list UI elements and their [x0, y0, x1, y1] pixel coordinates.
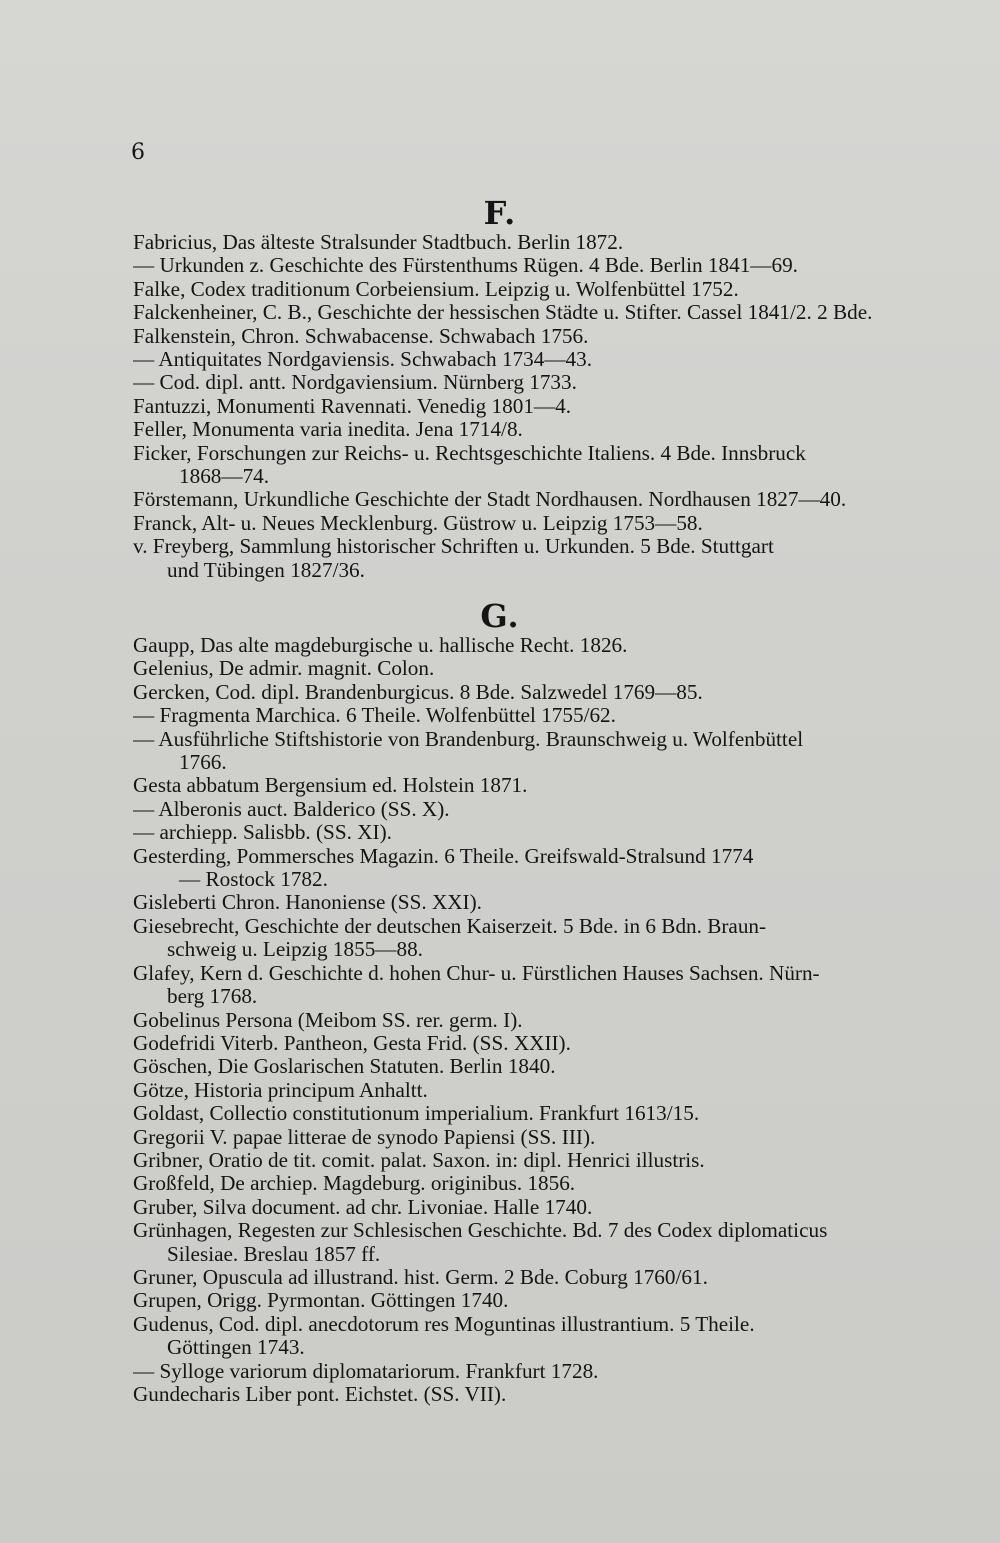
list-item: Giesebrecht, Geschichte der deutschen Kaiserzeit. 5 Bde. in 6 Bdn. Braun- schweig u. Leipzig 1855—88.: [133, 915, 893, 962]
entry-continuation: Göttingen 1743.: [167, 1335, 305, 1360]
list-item: Ficker, Forschungen zur Reichs- u. Rechtsgeschichte Italiens. 4 Bde. Innsbruck 1868—74.: [133, 442, 893, 489]
list-item: Gelenius, De admir. magnit. Colon.: [133, 657, 435, 681]
bibliography-list-g: [133, 634, 893, 1406]
list-item: Gaupp, Das alte magdeburgische u. hallische Recht. 1826.: [133, 634, 628, 657]
list-item: Gesterding, Pommersches Magazin. 6 Theile. Greifswald-Stralsund 1774 — Rostock 1782.: [133, 845, 893, 892]
entry-continuation: — Rostock 1782.: [179, 867, 328, 892]
list-item: — Antiquitates Nordgaviensis. Schwabach 1734—43.: [133, 348, 592, 372]
list-item: Falckenheiner, C. B., Geschichte der hessischen Städte u. Stifter. Cassel 1841/2. 2 Bde.: [133, 301, 873, 325]
list-item: Glafey, Kern d. Geschichte d. hohen Chur- u. Fürstlichen Hauses Sachsen. Nürn- berg 1768.: [133, 962, 893, 1009]
entry-continuation: berg 1768.: [167, 984, 258, 1009]
list-item: Förstemann, Urkundliche Geschichte der Stadt Nordhausen. Nordhausen 1827—40.: [133, 488, 847, 512]
list-item: Franck, Alt- u. Neues Mecklenburg. Güstrow u. Leipzig 1753—58.: [133, 511, 703, 535]
list-item: Gribner, Oratio de tit. comit. palat. Saxon. in: dipl. Henrici illustris.: [133, 1148, 705, 1172]
list-item: — Alberonis auct. Balderico (SS. X).: [133, 797, 450, 821]
list-item: Grupen, Origg. Pyrmontan. Göttingen 1740.: [133, 1289, 509, 1313]
list-item: Fabricius, Das älteste Stralsunder Stadtbuch. Berlin 1872.: [133, 231, 624, 254]
entry-continuation: 1868—74.: [179, 464, 270, 489]
list-item: Fantuzzi, Monumenti Ravennati. Venedig 1801—4.: [133, 394, 572, 418]
list-item: Godefridi Viterb. Pantheon, Gesta Frid. (SS. XXII).: [133, 1031, 571, 1055]
list-item: Gudenus, Cod. dipl. anecdotorum res Moguntinas illustrantium. 5 Theile. Göttingen 1743.: [133, 1313, 893, 1360]
entry-continuation: und Tübingen 1827/36.: [167, 557, 365, 582]
entry-continuation: schweig u. Leipzig 1855—88.: [167, 937, 423, 962]
list-item: — Ausführliche Stiftshistorie von Brandenburg. Braunschweig u. Wolfenbüttel 1766.: [133, 728, 893, 775]
list-item: Grünhagen, Regesten zur Schlesischen Geschichte. Bd. 7 des Codex diplomaticus Silesiae. Breslau 1857 ff.: [133, 1219, 893, 1266]
list-item: Großfeld, De archiep. Magdeburg. originibus. 1856.: [133, 1172, 576, 1196]
list-item: Gregorii V. papae litterae de synodo Papiensi (SS. III).: [133, 1125, 596, 1149]
list-item: v. Freyberg, Sammlung historischer Schriften u. Urkunden. 5 Bde. Stuttgart und Tübingen 1827/36.: [133, 535, 893, 582]
list-item: Gruner, Opuscula ad illustrand. hist. Germ. 2 Bde. Coburg 1760/61.: [133, 1265, 708, 1289]
list-item: Götze, Historia principum Anhaltt.: [133, 1078, 428, 1102]
list-item: Gisleberti Chron. Hanoniense (SS. XXI).: [133, 891, 482, 915]
list-item: Gruber, Silva document. ad chr. Livoniae. Halle 1740.: [133, 1195, 593, 1219]
list-item: Gundecharis Liber pont. Eichstet. (SS. VII).: [133, 1383, 507, 1406]
list-item: Feller, Monumenta varia inedita. Jena 1714/8.: [133, 418, 523, 442]
list-item: Goldast, Collectio constitutionum imperialium. Frankfurt 1613/15.: [133, 1102, 700, 1126]
list-item: — archiepp. Salisbb. (SS. XI).: [133, 821, 392, 845]
section-heading-g: G.: [480, 597, 520, 635]
list-item: Göschen, Die Goslarischen Statuten. Berlin 1840.: [133, 1055, 556, 1079]
page-number: 6: [131, 140, 145, 165]
list-item: — Urkunden z. Geschichte des Fürstenthums Rügen. 4 Bde. Berlin 1841—69.: [133, 254, 798, 278]
list-item: — Sylloge variorum diplomatariorum. Frankfurt 1728.: [133, 1359, 599, 1383]
entry-continuation: Silesiae. Breslau 1857 ff.: [167, 1241, 381, 1266]
bibliography-list-f: [133, 231, 893, 582]
entry-continuation: 1766.: [179, 750, 227, 775]
list-item: — Cod. dipl. antt. Nordgaviensium. Nürnberg 1733.: [133, 371, 577, 395]
list-item: Gobelinus Persona (Meibom SS. rer. germ. I).: [133, 1008, 523, 1032]
list-item: Gesta abbatum Bergensium ed. Holstein 1871.: [133, 774, 528, 798]
list-item: Falkenstein, Chron. Schwabacense. Schwabach 1756.: [133, 324, 589, 348]
list-item: — Fragmenta Marchica. 6 Theile. Wolfenbüttel 1755/62.: [133, 704, 616, 728]
section-heading-f: F.: [483, 194, 517, 232]
list-item: Falke, Codex traditionum Corbeiensium. Leipzig u. Wolfenbüttel 1752.: [133, 277, 739, 301]
list-item: Gercken, Cod. dipl. Brandenburgicus. 8 Bde. Salzwedel 1769—85.: [133, 680, 703, 704]
